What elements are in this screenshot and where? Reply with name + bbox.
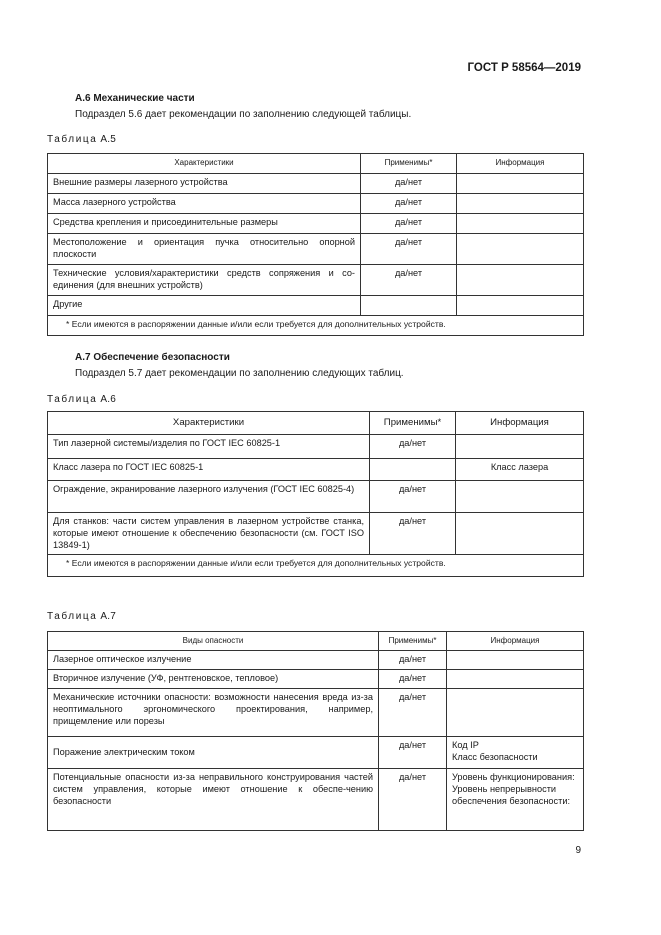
table-a6 bbox=[47, 411, 584, 577]
table-row bbox=[48, 435, 584, 459]
table-cell: да/нет bbox=[370, 481, 456, 513]
table-cell: да/нет bbox=[379, 651, 447, 670]
table-cell: Потенциальные опасности из-за неправильного конструирования частей систем управления, которые имеют отношение к обеспе-чению безопасности bbox=[48, 769, 379, 831]
section-heading-a6: А.6 Механические части bbox=[75, 93, 195, 104]
table-cell: да/нет bbox=[361, 265, 457, 296]
table-cell: да/нет bbox=[361, 174, 457, 194]
table-cell bbox=[361, 296, 457, 316]
table-cell: да/нет bbox=[379, 670, 447, 689]
table-cell: Технические условия/характеристики средств сопряжения и со-единения (для внешних устройств) bbox=[48, 265, 361, 296]
table-cell: да/нет bbox=[370, 513, 456, 555]
column-header: Применимы* bbox=[370, 412, 456, 435]
table-a5 bbox=[47, 153, 584, 336]
column-header: Применимы* bbox=[361, 154, 457, 174]
table-caption-a7: Таблица А.7 bbox=[47, 611, 117, 622]
table-cell bbox=[447, 689, 584, 737]
table-cell bbox=[447, 670, 584, 689]
table-cell: да/нет bbox=[361, 194, 457, 214]
table-cell: Средства крепления и присоединительные размеры bbox=[48, 214, 361, 234]
table-row bbox=[48, 194, 584, 214]
table-cell: да/нет bbox=[379, 737, 447, 769]
table-cell: Механические источники опасности: возможности нанесения вреда из-за неоптимального эргономического проектирования, например, прищемление или порезы bbox=[48, 689, 379, 737]
table-cell: Лазерное оптическое излучение bbox=[48, 651, 379, 670]
table-cell: да/нет bbox=[361, 234, 457, 265]
table-cell: Код IP Класс безопасности bbox=[447, 737, 584, 769]
table-cell bbox=[447, 651, 584, 670]
table-row bbox=[48, 651, 584, 670]
table-caption-a6: Таблица А.6 bbox=[47, 394, 117, 405]
table-cell: Ограждение, экранирование лазерного излучения (ГОСТ IEC 60825-4) bbox=[48, 481, 370, 513]
table-row bbox=[48, 689, 584, 737]
table-row bbox=[48, 234, 584, 265]
table-row bbox=[48, 481, 584, 513]
column-header: Характеристики bbox=[48, 412, 370, 435]
table-cell bbox=[457, 265, 584, 296]
table-row bbox=[48, 670, 584, 689]
column-header: Применимы* bbox=[379, 632, 447, 651]
table-cell: Поражение электрическим током bbox=[48, 737, 379, 769]
table-cell: да/нет bbox=[361, 214, 457, 234]
table-cell: Местоположение и ориентация пучка относительно опорной плоскости bbox=[48, 234, 361, 265]
table-row bbox=[48, 769, 584, 831]
table-cell bbox=[456, 481, 584, 513]
section-heading-a7: А.7 Обеспечение безопасности bbox=[75, 352, 230, 363]
table-row bbox=[48, 214, 584, 234]
column-header: Виды опасности bbox=[48, 632, 379, 651]
table-row bbox=[48, 459, 584, 481]
section-intro-a7: Подраздел 5.7 дает рекомендации по заполнению следующих таблиц. bbox=[75, 368, 404, 379]
table-cell bbox=[457, 296, 584, 316]
table-cell: Тип лазерной системы/изделия по ГОСТ IEC 60825-1 bbox=[48, 435, 370, 459]
table-row bbox=[48, 265, 584, 296]
table-cell: да/нет bbox=[379, 769, 447, 831]
table-cell bbox=[457, 234, 584, 265]
column-header: Характеристики bbox=[48, 154, 361, 174]
table-cell: Внешние размеры лазерного устройства bbox=[48, 174, 361, 194]
document-id: ГОСТ Р 58564—2019 bbox=[467, 62, 581, 74]
table-cell: да/нет bbox=[370, 435, 456, 459]
table-row bbox=[48, 296, 584, 316]
table-row bbox=[48, 174, 584, 194]
section-intro-a6: Подраздел 5.6 дает рекомендации по заполнению следующей таблицы. bbox=[75, 109, 412, 120]
table-caption-a5: Таблица А.5 bbox=[47, 134, 117, 145]
table-cell: да/нет bbox=[379, 689, 447, 737]
table-row bbox=[48, 513, 584, 555]
table-cell: Класс лазера bbox=[456, 459, 584, 481]
table-cell: Для станков: части систем управления в лазерном устройстве станка, которые имеют отношение к обеспечению безопасности (см. ГОСТ ISO 13849-1) bbox=[48, 513, 370, 555]
table-footnote: * Если имеются в распоряжении данные и/или если требуется для дополнительных устройств. bbox=[48, 316, 584, 336]
table-cell: Другие bbox=[48, 296, 361, 316]
table-cell: Вторичное излучение (УФ, рентгеновское, тепловое) bbox=[48, 670, 379, 689]
page-number: 9 bbox=[575, 845, 581, 856]
column-header: Информация bbox=[447, 632, 584, 651]
column-header: Информация bbox=[457, 154, 584, 174]
table-cell bbox=[456, 513, 584, 555]
table-cell bbox=[456, 435, 584, 459]
table-cell: Уровень функционирования: Уровень непрерывности обеспечения безопасности: bbox=[447, 769, 584, 831]
table-cell bbox=[457, 194, 584, 214]
table-cell: Класс лазера по ГОСТ IEC 60825-1 bbox=[48, 459, 370, 481]
table-a7 bbox=[47, 631, 584, 831]
table-row bbox=[48, 737, 584, 769]
table-cell: Масса лазерного устройства bbox=[48, 194, 361, 214]
table-footnote: * Если имеются в распоряжении данные и/или если требуется для дополнительных устройств. bbox=[48, 555, 584, 577]
table-cell bbox=[457, 174, 584, 194]
column-header: Информация bbox=[456, 412, 584, 435]
table-cell bbox=[457, 214, 584, 234]
table-cell bbox=[370, 459, 456, 481]
